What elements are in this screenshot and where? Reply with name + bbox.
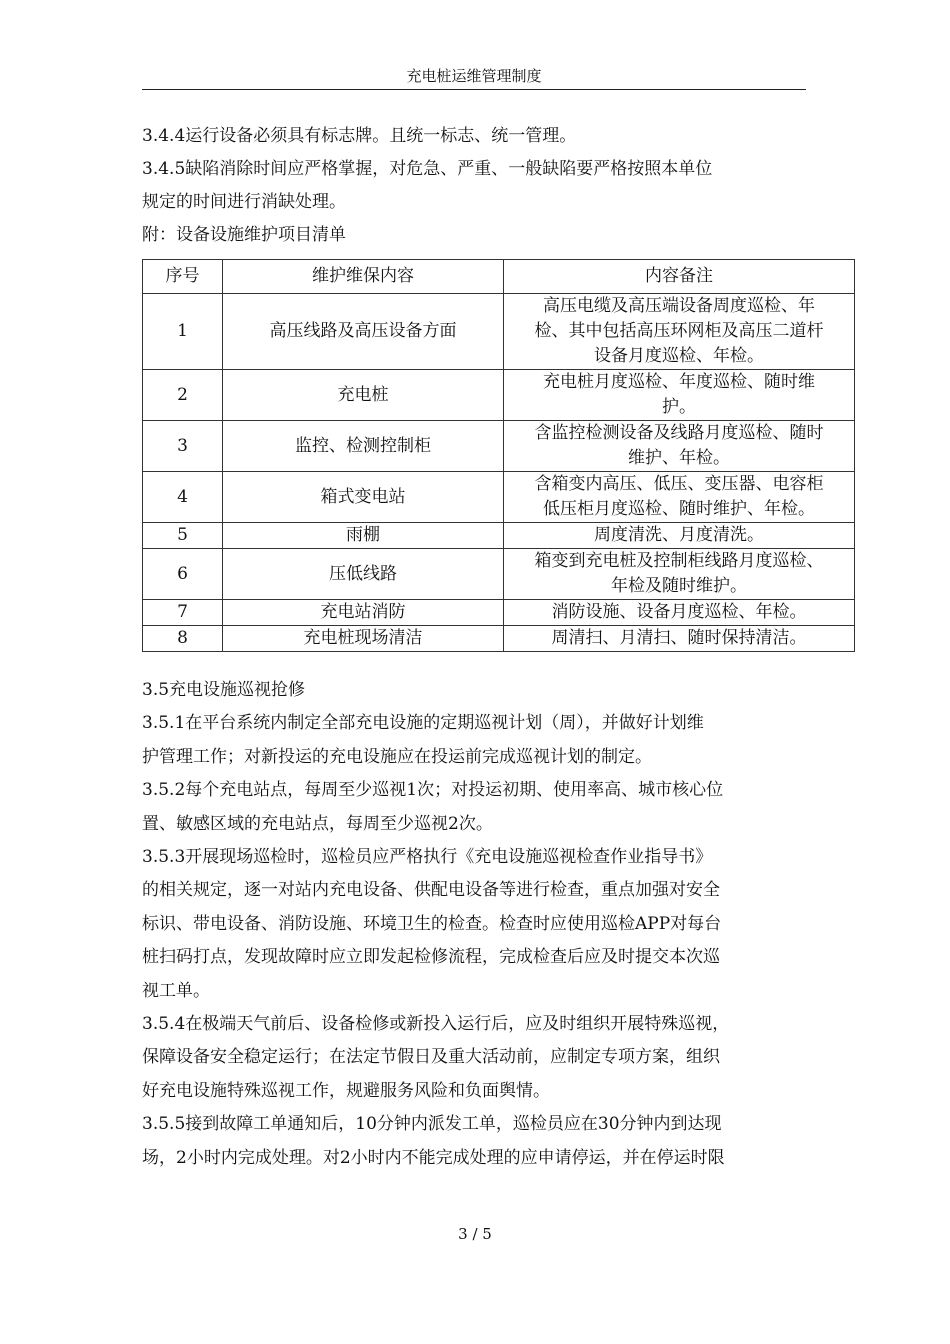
row-no: 7 — [143, 600, 223, 626]
page-header: 充电桩运维管理制度 — [406, 67, 542, 85]
note-line: 检、其中包括高压环网柜及高压二道杆 — [534, 321, 824, 341]
row-no: 3 — [143, 421, 223, 472]
note-line: 含箱变内高压、低压、变压器、电容柜 — [534, 474, 824, 494]
table-row — [143, 626, 855, 652]
body-line: 桩扫码打点，发现故障时应立即发起检修流程，完成检查后应及时提交本次巡 — [142, 947, 720, 968]
row-item: 充电站消防 — [223, 600, 504, 626]
header-item: 维护维保内容 — [223, 260, 504, 294]
row-note — [504, 549, 855, 600]
note-line: 充电桩月度巡检、年度巡检、随时维 — [543, 372, 815, 392]
body-line: 3.5.5接到故障工单通知后，10分钟内派发工单，巡检员应在30分钟内到达现 — [142, 1114, 722, 1135]
row-note — [504, 472, 855, 523]
row-no: 1 — [143, 294, 223, 370]
row-note — [504, 600, 855, 626]
body-line: 护管理工作；对新投运的充电设施应在投运前完成巡视计划的制定。 — [142, 746, 652, 767]
row-note — [504, 523, 855, 549]
body-line: 视工单。 — [142, 980, 210, 1001]
body-line: 3.5.4在极端天气前后、设备检修或新投入运行后，应及时组织开展特殊巡视， — [142, 1014, 730, 1035]
row-no: 4 — [143, 472, 223, 523]
row-item: 高压线路及高压设备方面 — [223, 294, 504, 370]
body-line: 3.5.3开展现场巡检时，巡检员应严格执行《充电设施巡视检查作业指导书》 — [142, 847, 713, 868]
note-line: 维护、年检。 — [628, 448, 730, 468]
row-no: 8 — [143, 626, 223, 652]
note-line: 护。 — [662, 397, 696, 417]
row-item: 监控、检测控制柜 — [223, 421, 504, 472]
body-line: 场，2小时内完成处理。对2小时内不能完成处理的应申请停运，并在停运时限 — [142, 1147, 725, 1168]
body-line: 3.5.1在平台系统内制定全部充电设施的定期巡视计划（周），并做好计划维 — [142, 713, 704, 734]
row-note — [504, 294, 855, 370]
section-heading: 3.5充电设施巡视抢修 — [142, 680, 306, 700]
table-row — [143, 549, 855, 600]
note-line: 周清扫、月清扫、随时保持清洁。 — [551, 628, 807, 648]
row-note — [504, 421, 855, 472]
table-header-row — [143, 260, 855, 294]
body-line: 好充电设施特殊巡视工作，规避服务风险和负面舆情。 — [142, 1080, 550, 1101]
body-line: 置、敏感区域的充电站点，每周至少巡视2次。 — [142, 813, 493, 834]
note-line: 高压电缆及高压端设备周度巡检、年 — [543, 296, 815, 316]
table-row — [143, 294, 855, 370]
paragraph-3-4-5-line2: 规定的时间进行消缺处理。 — [142, 192, 346, 212]
table-row — [143, 472, 855, 523]
body-line: 3.5.2每个充电站点，每周至少巡视1次；对投运初期、使用率高、城市核心位 — [142, 780, 724, 801]
row-note — [504, 626, 855, 652]
table-row — [143, 600, 855, 626]
table-row — [143, 370, 855, 421]
row-no: 6 — [143, 549, 223, 600]
body-line: 保障设备安全稳定运行；在法定节假日及重大活动前，应制定专项方案，组织 — [142, 1047, 720, 1068]
note-line: 含监控检测设备及线路月度巡检、随时 — [534, 423, 824, 443]
note-line: 年检及随时维护。 — [611, 576, 747, 596]
row-item: 箱式变电站 — [223, 472, 504, 523]
row-no: 2 — [143, 370, 223, 421]
section-3-5-body — [142, 674, 832, 1175]
row-item: 充电桩 — [223, 370, 504, 421]
row-no: 5 — [143, 523, 223, 549]
row-note — [504, 370, 855, 421]
header-rule — [142, 89, 806, 90]
paragraph-3-4-4: 3.4.4运行设备必须具有标志牌。且统一标志、统一管理。 — [142, 126, 577, 146]
note-line: 周度清洗、月度清洗。 — [594, 525, 764, 545]
paragraph-3-4-5-line1: 3.4.5缺陷消除时间应严格掌握，对危急、严重、一般缺陷要严格按照本单位 — [142, 159, 713, 179]
note-line: 低压柜月度巡检、随时维护、年检。 — [543, 499, 815, 519]
table-row — [143, 523, 855, 549]
row-item: 雨棚 — [223, 523, 504, 549]
note-line: 设备月度巡检、年检。 — [594, 346, 764, 366]
body-line: 的相关规定，逐一对站内充电设备、供配电设备等进行检查，重点加强对安全 — [142, 880, 720, 901]
row-item: 充电桩现场清洁 — [223, 626, 504, 652]
note-line: 箱变到充电桩及控制柜线路月度巡检、 — [534, 551, 824, 571]
page-number: 3 / 5 — [458, 1225, 492, 1243]
body-line: 标识、带电设备、消防设施、环境卫生的检查。检查时应使用巡检APP对每台 — [142, 913, 722, 934]
header-no: 序号 — [143, 260, 223, 294]
table-row — [143, 421, 855, 472]
appendix-title: 附：设备设施维护项目清单 — [142, 225, 346, 245]
maintenance-table — [142, 259, 855, 652]
header-note: 内容备注 — [504, 260, 855, 294]
note-line: 消防设施、设备月度巡检、年检。 — [551, 602, 807, 622]
row-item: 压低线路 — [223, 549, 504, 600]
